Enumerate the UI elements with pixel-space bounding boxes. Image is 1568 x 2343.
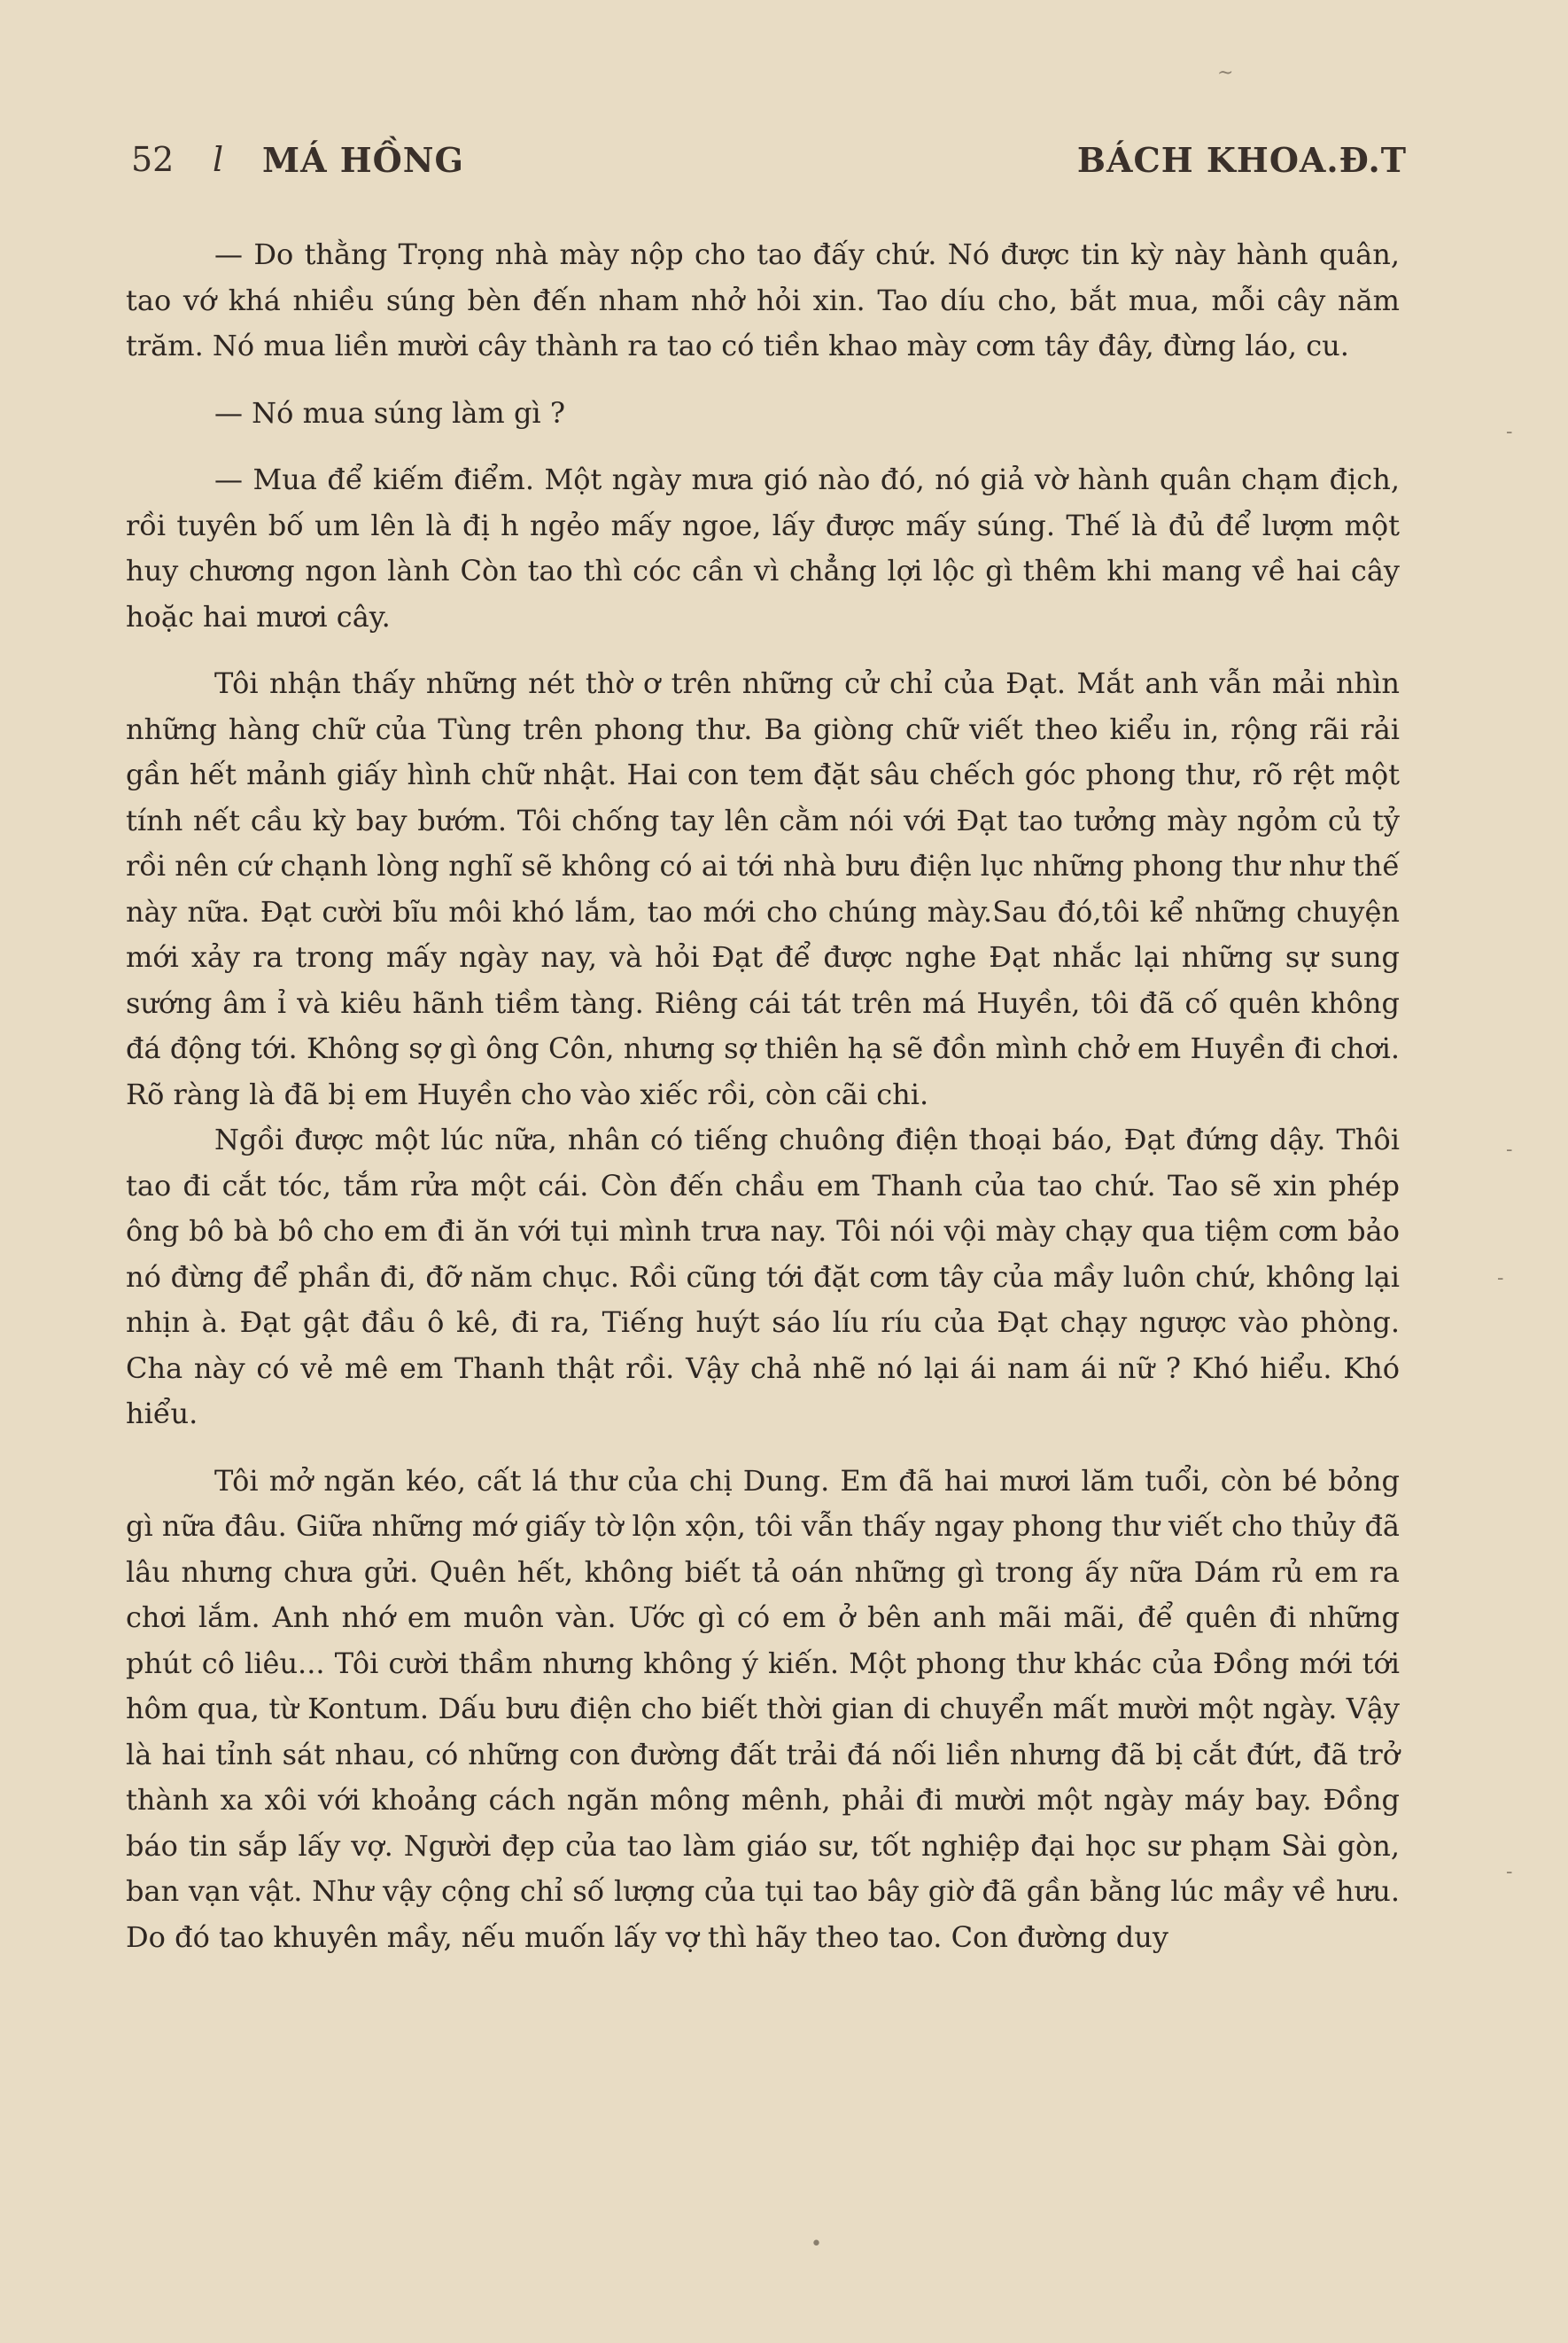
running-title: MÁ HỒNG xyxy=(262,140,464,180)
page-number: 52 xyxy=(131,140,175,179)
paragraph-5: Ngồi được một lúc nữa, nhân có tiếng chuông điện thoại báo, Đạt đứng dậy. Thôi tao đi cắt tóc, tắm rửa một cái. Còn đến chầu em Thanh của tao chứ. Tao sẽ xin phép ông bô bà bô cho em đi ăn với tụi mình trưa nay. Tôi nói vội mày chạy qua tiệm cơm bảo nó đừng để phần đi, đỡ năm chục. Rồi cũng tới đặt cơm tây của mầy luôn chứ, không lại nhịn à. Đạt gật đầu ô kê, đi ra, Tiếng huýt sáo líu ríu của Đạt chạy ngược vào phòng. Cha này có vẻ mê em Thanh thật rồi. Vậy chả nhẽ nó lại ái nam ái nữ ? Khó hiểu. Khó hiểu. xyxy=(126,1123,1400,1430)
page-header xyxy=(131,133,1407,186)
body-text xyxy=(126,232,1400,1960)
header-separator: l xyxy=(213,140,224,179)
paragraph-2: — Nó mua súng làm gì ? xyxy=(214,395,565,430)
paragraph-6: Tôi mở ngăn kéo, cất lá thư của chị Dung. Em đã hai mươi lăm tuổi, còn bé bỏng gì nữa đâu. Giữa những mớ giấy tờ lộn xộn, tôi vẫn thấy ngay phong thư viết cho thủy đã lâu nhưng chưa gửi. Quên hết, không biết tả oán những gì trong ấy nữa Dám rủ em ra chơi lắm. Anh nhớ em muôn vàn. Ước gì có em ở bên anh mãi mãi, để quên đi những phút cô liêu... Tôi cười thầm nhưng không ý kiến. Một phong thư khác của Đồng mới tới hôm qua, từ Kontum. Dấu bưu điện cho biết thời gian di chuyển mất mười một ngày. Vậy là hai tỉnh sát nhau, có những con đường đất trải đá nối liền nhưng đã bị cắt đứt, đã trở thành xa xôi với khoảng cách ngăn mông mênh, phải đi mười một ngày máy bay. Đồng báo tin sắp lấy vợ. Người đẹp của tao làm giáo sư, tốt nghiệp đại học sư phạm Sài gòn, ban vạn vật. Như vậy cộng chỉ số lượng của tụi tao bây giờ đã gần bằng lúc mầy về hưu. Do đó tao khuyên mầy, nếu muốn lấy vợ thì hãy theo tao. Con đường duy xyxy=(126,1463,1400,1954)
ink-speck: - xyxy=(1506,421,1513,443)
paragraph-3: — Mua để kiếm điểm. Một ngày mưa gió nào đó, nó giả vờ hành quân chạm địch, rồi tuyên bố um lên là đị h ngẻo mấy ngoe, lấy được mấy súng. Thế là đủ để lượm một huy chương ngon lành Còn tao thì cóc cần vì chẳng lợi lộc gì thêm khi mang về hai cây hoặc hai mươi cây. xyxy=(126,463,1400,634)
ink-speck: • xyxy=(811,2233,822,2255)
ink-speck: - xyxy=(1506,1861,1513,1883)
paragraph-4: Tôi nhận thấy những nét thờ ơ trên những cử chỉ của Đạt. Mắt anh vẫn mải nhìn những hàng chữ của Tùng trên phong thư. Ba giòng chữ viết theo kiểu in, rộng rãi rải gần hết mảnh giấy hình chữ nhật. Hai con tem đặt sâu chếch góc phong thư, rõ rệt một tính nết cầu kỳ bay bướm. Tôi chống tay lên cằm nói với Đạt tao tưởng mày ngỏm củ tỷ rồi nên cứ chạnh lòng nghĩ sẽ không có ai tới nhà bưu điện lục những phong thư như thế này nữa. Đạt cười bĩu môi khó lắm, tao mới cho chúng mày.Sau đó,tôi kể những chuyện mới xảy ra trong mấy ngày nay, và hỏi Đạt để được nghe Đạt nhắc lại những sự sung sướng âm ỉ và kiêu hãnh tiềm tàng. Riêng cái tát trên má Huyền, tôi đã cố quên không đá động tới. Không sợ gì ông Côn, nhưng sợ thiên hạ sẽ đồn mình chở em Huyền đi chơi. Rõ ràng là đã bị em Huyền cho vào xiếc rồi, còn cãi chi. xyxy=(126,666,1400,1111)
running-magazine-name: BÁCH KHOA.Đ.T xyxy=(1076,140,1407,180)
ink-speck: - xyxy=(1506,1139,1513,1161)
ink-speck: ~ xyxy=(1217,62,1234,84)
ink-speck: - xyxy=(1497,1267,1504,1289)
paragraph-1: — Do thằng Trọng nhà mày nộp cho tao đấy chứ. Nó được tin kỳ này hành quân, tao vớ khá nhiều súng bèn đến nham nhở hỏi xin. Tao díu cho, bắt mua, mỗi cây năm trăm. Nó mua liền mười cây thành ra tao có tiền khao mày cơm tây đây, đừng láo, cu. xyxy=(126,237,1400,362)
